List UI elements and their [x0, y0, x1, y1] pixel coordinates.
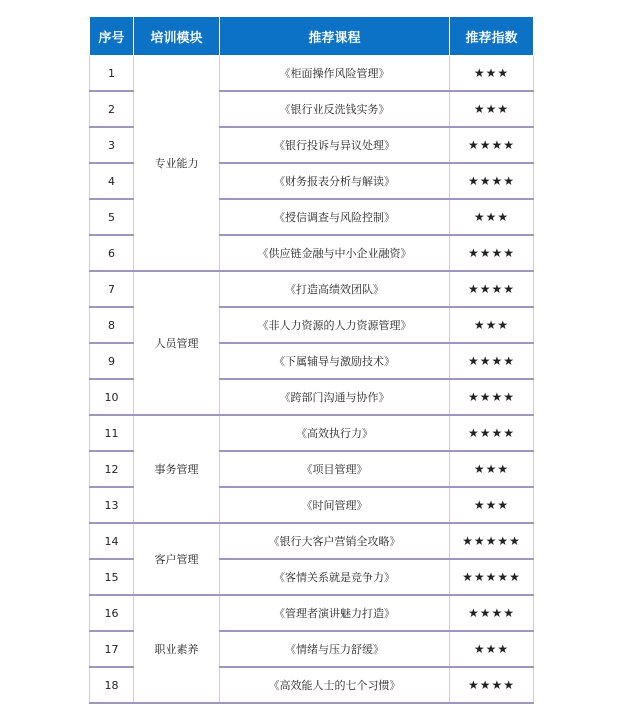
course-title: 《情绪与压力舒缓》 [220, 631, 450, 667]
rating-stars: ★★★★★ [450, 559, 534, 595]
module-cell: 职业素养 [134, 595, 220, 703]
course-title: 《财务报表分析与解读》 [220, 163, 450, 199]
row-index: 5 [90, 199, 134, 235]
header-row [90, 17, 534, 56]
rating-stars: ★★★ [450, 487, 534, 523]
rating-stars: ★★★★ [450, 127, 534, 163]
course-title: 《柜面操作风险管理》 [220, 56, 450, 92]
header-course: 推荐课程 [220, 17, 450, 56]
header-index: 序号 [90, 17, 134, 56]
course-title: 《跨部门沟通与协作》 [220, 379, 450, 415]
course-title: 《银行投诉与异议处理》 [220, 127, 450, 163]
table-row [90, 523, 534, 559]
rating-stars: ★★★ [450, 56, 534, 92]
row-index: 12 [90, 451, 134, 487]
row-index: 16 [90, 595, 134, 631]
row-index: 13 [90, 487, 134, 523]
rating-stars: ★★★★ [450, 379, 534, 415]
row-index: 15 [90, 559, 134, 595]
row-index: 4 [90, 163, 134, 199]
table-row [90, 415, 534, 451]
rating-stars: ★★★★ [450, 667, 534, 703]
rating-stars: ★★★★ [450, 235, 534, 271]
course-title: 《管理者演讲魅力打造》 [220, 595, 450, 631]
course-title: 《非人力资源的人力资源管理》 [220, 307, 450, 343]
table-body [90, 56, 534, 704]
course-title: 《时间管理》 [220, 487, 450, 523]
course-title: 《项目管理》 [220, 451, 450, 487]
row-index: 10 [90, 379, 134, 415]
row-index: 17 [90, 631, 134, 667]
course-title: 《高效能人士的七个习惯》 [220, 667, 450, 703]
row-index: 8 [90, 307, 134, 343]
rating-stars: ★★★ [450, 631, 534, 667]
course-title: 《银行业反洗钱实务》 [220, 91, 450, 127]
header-module: 培训模块 [134, 17, 220, 56]
course-title: 《银行大客户营销全攻略》 [220, 523, 450, 559]
module-cell: 人员管理 [134, 271, 220, 415]
row-index: 14 [90, 523, 134, 559]
rating-stars: ★★★★ [450, 595, 534, 631]
module-cell: 专业能力 [134, 56, 220, 272]
row-index: 6 [90, 235, 134, 271]
row-index: 7 [90, 271, 134, 307]
course-title: 《授信调查与风险控制》 [220, 199, 450, 235]
training-course-table [89, 16, 534, 704]
rating-stars: ★★★ [450, 91, 534, 127]
rating-stars: ★★★ [450, 199, 534, 235]
rating-stars: ★★★★ [450, 271, 534, 307]
row-index: 2 [90, 91, 134, 127]
row-index: 11 [90, 415, 134, 451]
course-title: 《供应链金融与中小企业融资》 [220, 235, 450, 271]
row-index: 18 [90, 667, 134, 703]
course-title: 《打造高绩效团队》 [220, 271, 450, 307]
rating-stars: ★★★ [450, 451, 534, 487]
rating-stars: ★★★★ [450, 343, 534, 379]
row-index: 3 [90, 127, 134, 163]
module-cell: 事务管理 [134, 415, 220, 523]
module-cell: 客户管理 [134, 523, 220, 595]
table-row [90, 595, 534, 631]
row-index: 1 [90, 56, 134, 92]
header-rating: 推荐指数 [450, 17, 534, 56]
rating-stars: ★★★★★ [450, 523, 534, 559]
table-row [90, 271, 534, 307]
rating-stars: ★★★★ [450, 163, 534, 199]
course-title: 《高效执行力》 [220, 415, 450, 451]
table-row [90, 56, 534, 92]
rating-stars: ★★★★ [450, 415, 534, 451]
rating-stars: ★★★ [450, 307, 534, 343]
row-index: 9 [90, 343, 134, 379]
course-title: 《客情关系就是竞争力》 [220, 559, 450, 595]
course-title: 《下属辅导与激励技术》 [220, 343, 450, 379]
